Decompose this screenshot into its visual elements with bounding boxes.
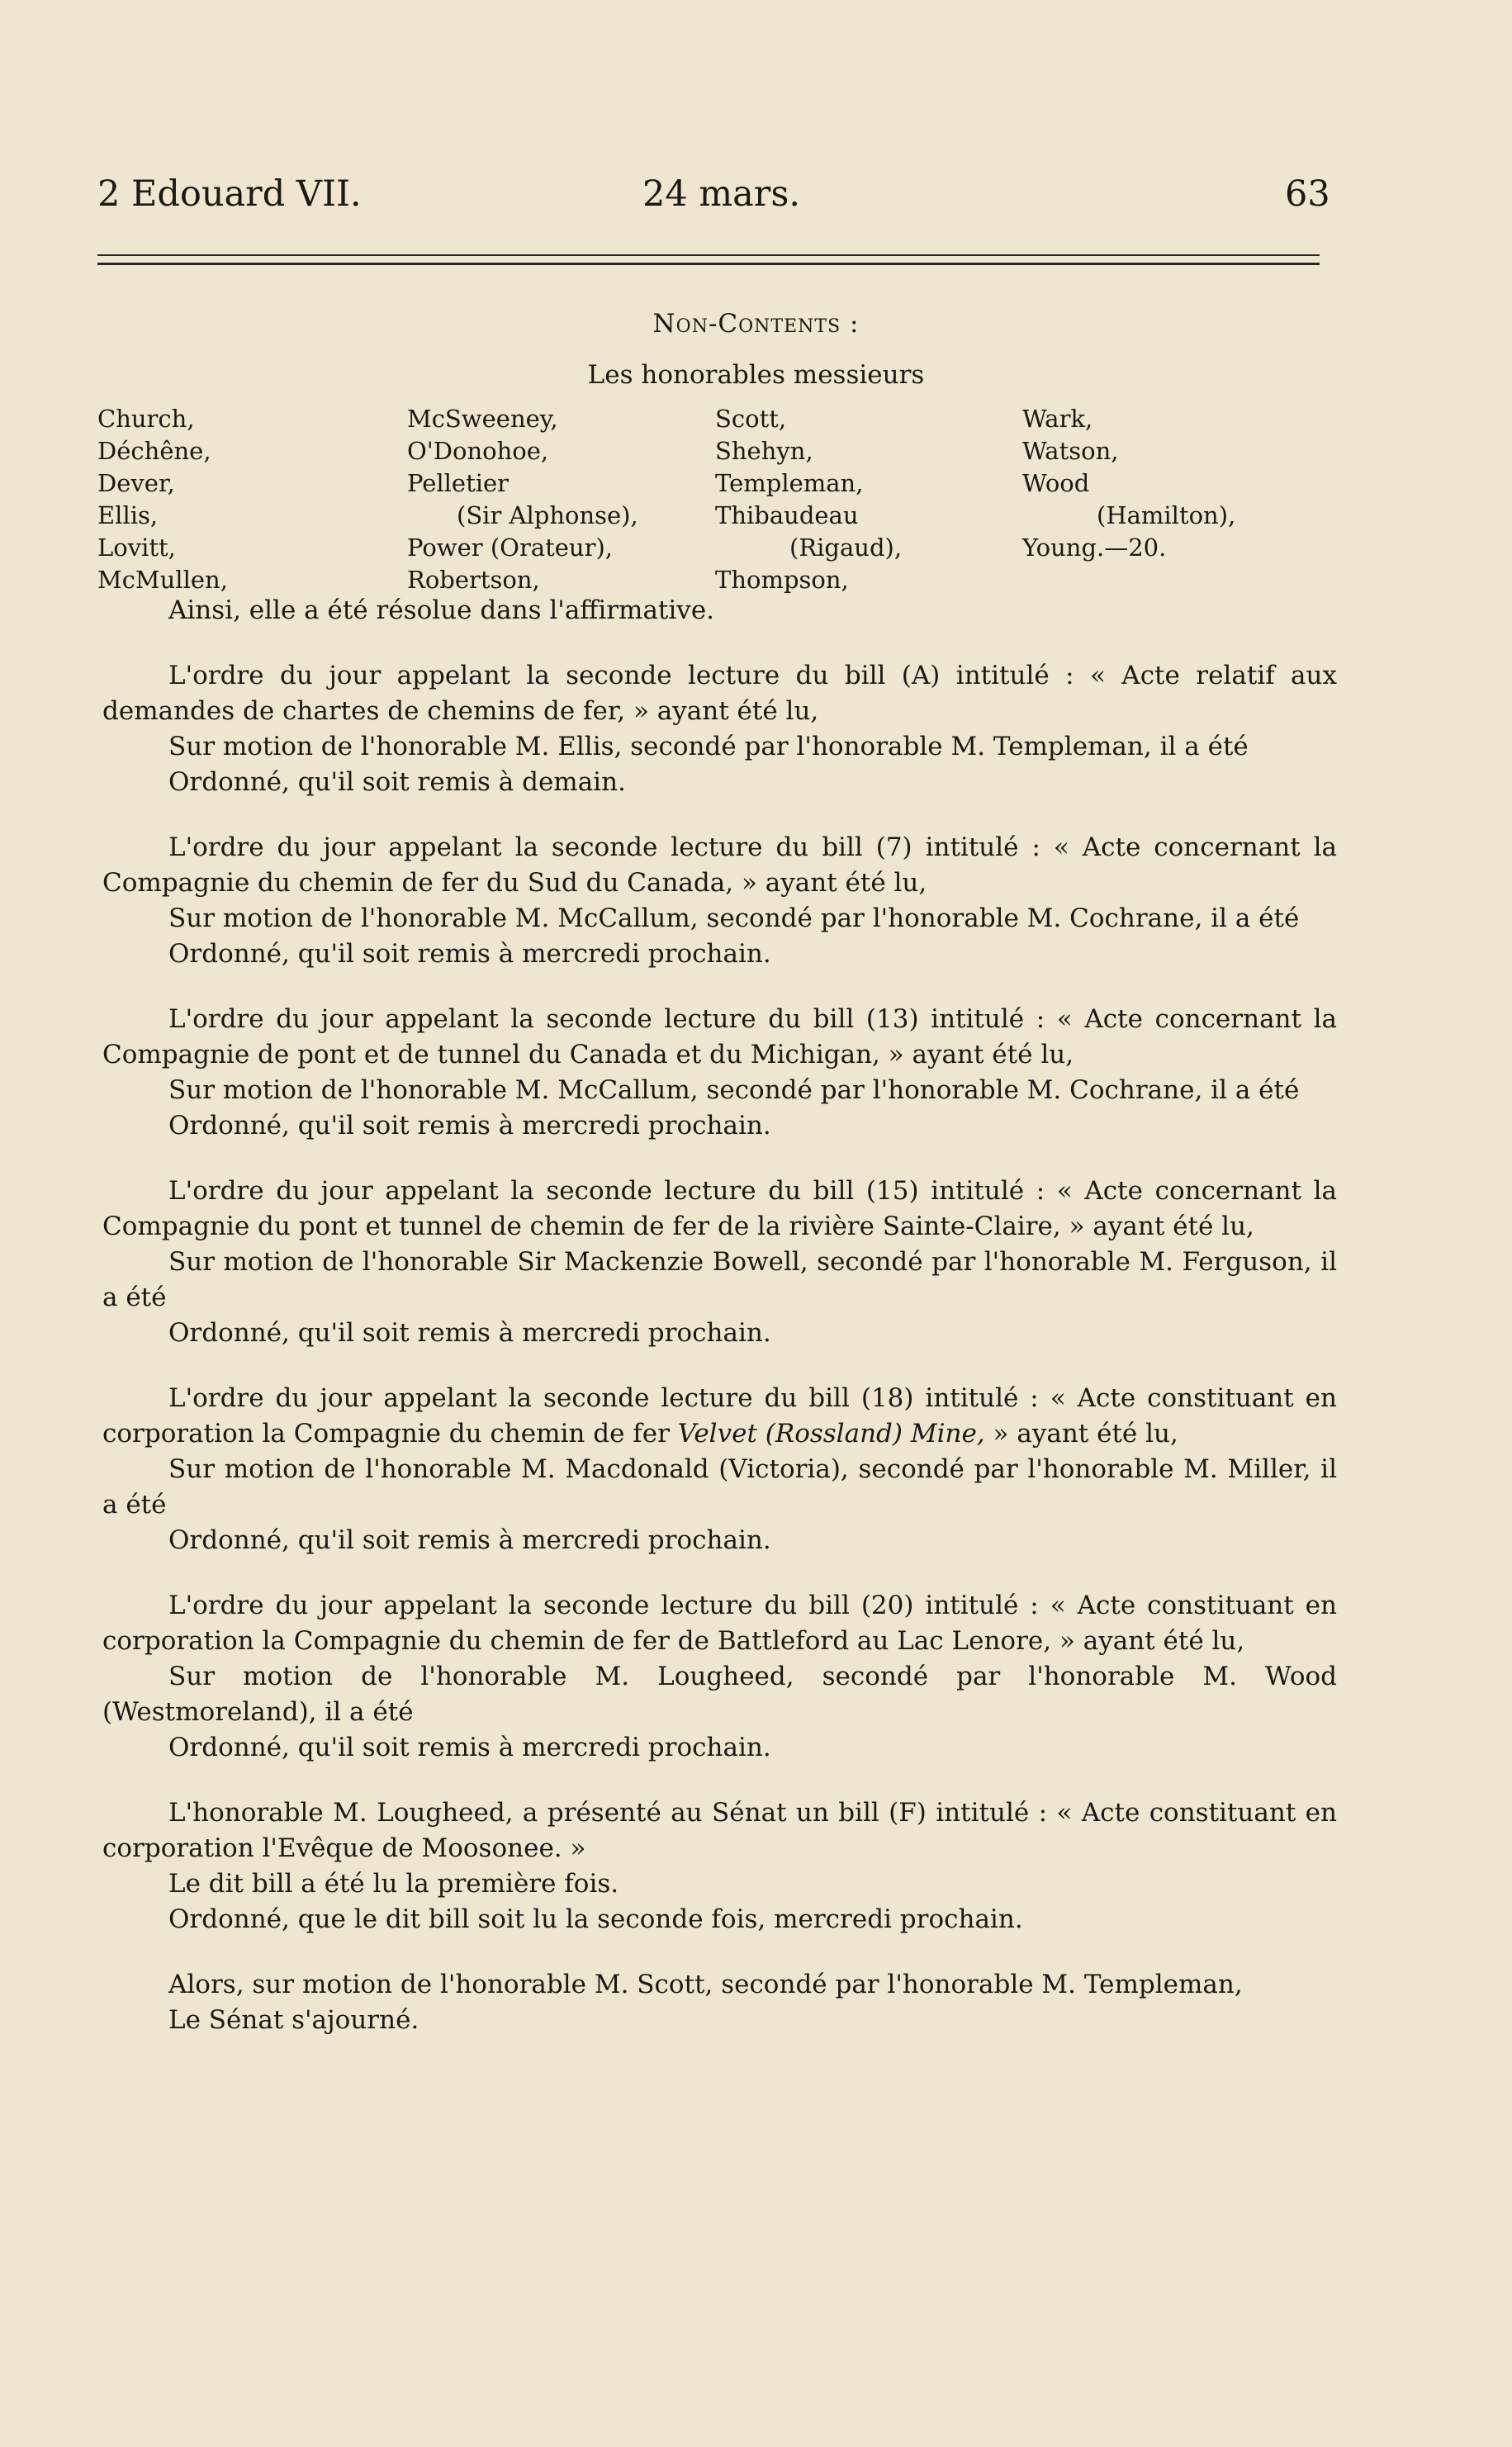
senator-name: Power (Orateur), [407, 534, 613, 562]
senator-name: (Sir Alphonse), [457, 501, 638, 529]
header-rule-thin [97, 254, 1320, 256]
senator-name: Church, [97, 405, 195, 433]
ordered-paragraph: Ordonné, qu'il soit remis à mercredi prochain. [168, 1733, 771, 1762]
senator-name: Lovitt, [97, 534, 176, 562]
motion-paragraph: Sur motion de l'honorable M. McCallum, secondé par l'honorable M. Cochrane, il a été [168, 903, 1300, 933]
senator-name: Déchêne, [97, 437, 211, 465]
senator-name: Robertson, [407, 566, 540, 594]
order-text-end: » ayant été lu, [984, 1419, 1178, 1449]
names-column-4 [1022, 403, 1235, 564]
header-date: 24 mars. [642, 173, 801, 215]
senator-name: Scott, [715, 405, 787, 433]
ordered-paragraph: Ordonné, que le dit bill soit lu la seconde fois, mercredi prochain. [168, 1904, 1023, 1934]
senator-name: Wark, [1022, 405, 1093, 433]
first-reading-paragraph: Le dit bill a été lu la première fois. [168, 1869, 619, 1899]
ordered-paragraph: Ordonné, qu'il soit remis à mercredi prochain. [168, 1525, 771, 1555]
senator-name: McMullen, [97, 566, 228, 594]
ordered-paragraph: Ordonné, qu'il soit remis à mercredi prochain. [168, 939, 771, 969]
order-paragraph [102, 1381, 1337, 1452]
adjournment: Le Sénat s'ajourné. [168, 2005, 419, 2035]
order-paragraph: L'ordre du jour appelant la seconde lecture du bill (7) intitulé : « Acte concernant la Compagnie du chemin de fer du Sud du Canada, » ayant été lu, [102, 832, 1337, 898]
senator-name: Young.—20. [1022, 534, 1167, 562]
ordered-paragraph: Ordonné, qu'il soit remis à mercredi prochain. [168, 1111, 771, 1141]
motion-paragraph: Sur motion de l'honorable M. Lougheed, secondé par l'honorable M. Wood (Westmoreland), il a été [102, 1662, 1337, 1727]
senator-name: Watson, [1022, 437, 1119, 465]
body-text [102, 593, 1337, 2038]
order-paragraph: L'ordre du jour appelant la seconde lecture du bill (A) intitulé : « Acte relatif aux demandes de chartes de chemins de fer, » ayant été lu, [102, 661, 1337, 726]
names-column-1 [97, 403, 228, 596]
names-column-3 [715, 403, 902, 596]
header-rule-thick [97, 263, 1320, 265]
non-contents-title: Non-Contents : [652, 309, 860, 339]
railway-name: Velvet (Rossland) Mine, [677, 1419, 985, 1449]
names-column-2 [407, 403, 638, 596]
order-paragraph: L'ordre du jour appelant la seconde lecture du bill (15) intitulé : « Acte concernant la Compagnie du pont et tunnel de chemin de fer de la rivière Sainte-Claire, » ayant été lu, [102, 1176, 1337, 1241]
motion-paragraph: Sur motion de l'honorable M. Ellis, secondé par l'honorable M. Templeman, il a été [168, 732, 1249, 761]
senator-name: (Hamilton), [1097, 501, 1236, 529]
senator-name: Ellis, [97, 501, 159, 529]
order-text: L'ordre du jour appelant la seconde lecture du bill (18) intitulé : « Acte constituant en corporation la Compagnie du chemin de fer [102, 1383, 1337, 1449]
senator-name: Shehyn, [715, 437, 813, 465]
senator-name: Thompson, [715, 566, 849, 594]
bill-presentation-paragraph: L'honorable M. Lougheed, a présenté au Sénat un bill (F) intitulé : « Acte constituant en corporation l'Evêque de Moosonee. » [102, 1798, 1337, 1863]
senator-name: O'Donohoe, [407, 437, 549, 465]
motion-paragraph: Sur motion de l'honorable Sir Mackenzie Bowell, secondé par l'honorable M. Ferguson, il a été [102, 1247, 1337, 1312]
adjournment-motion: Alors, sur motion de l'honorable M. Scott, secondé par l'honorable M. Templeman, [168, 1970, 1243, 1999]
senator-name: Pelletier [407, 469, 510, 497]
senator-name: (Rigaud), [789, 534, 903, 562]
motion-paragraph: Sur motion de l'honorable M. Macdonald (Victoria), secondé par l'honorable M. Miller, il a été [102, 1454, 1337, 1520]
ordered-paragraph: Ordonné, qu'il soit remis à mercredi prochain. [168, 1318, 771, 1348]
senator-name: Dever, [97, 469, 175, 497]
ordered-paragraph: Ordonné, qu'il soit remis à demain. [168, 767, 626, 797]
resolution-result: Ainsi, elle a été résolue dans l'affirmative. [168, 595, 715, 625]
senator-name: Wood [1022, 469, 1090, 497]
motion-paragraph: Sur motion de l'honorable M. McCallum, secondé par l'honorable M. Cochrane, il a été [168, 1075, 1300, 1105]
senator-name: McSweeney, [407, 405, 558, 433]
senator-name: Templeman, [715, 469, 864, 497]
non-contents-subtitle: Les honorables messieurs [587, 360, 925, 390]
page-number: 63 [1285, 173, 1330, 215]
order-paragraph: L'ordre du jour appelant la seconde lecture du bill (13) intitulé : « Acte concernant la Compagnie de pont et de tunnel du Canada et du Michigan, » ayant été lu, [102, 1004, 1337, 1069]
page-header [0, 173, 1512, 223]
order-paragraph: L'ordre du jour appelant la seconde lecture du bill (20) intitulé : « Acte constituant en corporation la Compagnie du chemin de fer de Battleford au Lac Lenore, » ayant été lu, [102, 1591, 1337, 1656]
header-session: 2 Edouard VII. [97, 173, 362, 215]
senator-name: Thibaudeau [715, 501, 859, 529]
